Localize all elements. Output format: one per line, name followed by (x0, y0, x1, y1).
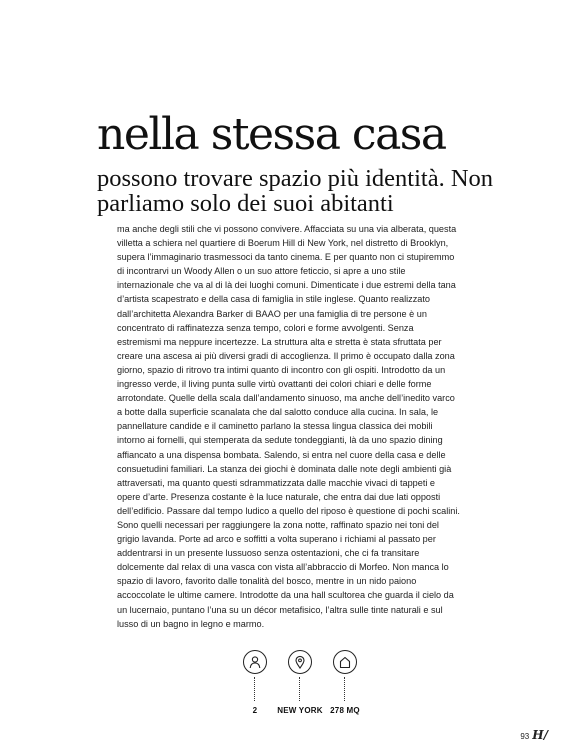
page-number: 93 (520, 732, 530, 741)
project-facts (225, 650, 385, 720)
stat-area (315, 650, 375, 720)
house-icon (333, 650, 357, 674)
subheadline: possono trovare spazio più identità. Non parliamo solo dei suoi abitanti (97, 165, 494, 217)
magazine-logo: H/ (532, 728, 548, 742)
body-text: ma anche degli stili che vi possono convivere. Affacciata su una via alberata, questa villetta a schiera nel quartiere di Boerum Hill di New York, nel distretto di Brooklyn, supera l’immaginario trasmessoci da tanto cinema. E per quanto non ci stupiremmo di incontrarvi un Woody Allen o un suo attore feticcio, si apre a uno stile internazionale che va al di là dei luoghi comuni. Dimenticate i due estremi della tana d’artista scapestrato e della casa di famiglia in stile inglese. Quanto realizzato dall’architetta Alexandra Barker di BAAO per una famiglia di tre persone è un concentrato di raffinatezza senza tempo, colori e forme avvolgenti. Senza estremismi ma neppure incertezze. La struttura alta e stretta è stata sfruttata per creare una ascesa ai più diversi gradi di accoglienza. Il primo è occupato dalla zona giorno, spazio di ritrovo tra intimi quanto di incontro con gli ospiti. Introdotto da un ingresso verde, il living punta sulle virtù ovattanti dei colori chiari e delle forme arrotondate. Quelle della scala dall’andamento sinuoso, ma anche dell’inedito varco a botte dalla superficie scanalata che dal salotto conduce alla cucina. In sala, le pannellature candide e il caminetto parlano la stessa lingua classica dei mobili intorno ai fornelli, qui stemperata da sedute tondeggianti, là da uno spazio dining affiancato a una dispensa bombata. Salendo, si entra nel cuore della casa e delle consuetudini familiari. La stanza dei giochi è dominata dalle note degli ambienti già attraversati, ma quanto questi sdrammatizzata dalle macchie vivaci di tappeti e opere d’arte. Presenza costante è la luce naturale, che entra dai due lati opposti dell’edificio. Passare dal tempo ludico a quello del riposo è questione di pochi scalini. Sono quelli necessari per raggiungere la zona notte, raffinato spazio nei toni del grigio lavanda. Porte ad arco e soffitti a volta superano i richiami al passato per addentrarsi in un presente lussuoso senza ostentazioni, che ci fa transitare dolcemente dal relax di una vasca con vista all’abbraccio di Morfeo. Non manca lo spazio di lavoro, favorito dalle tonalità del bosco, mentre in un nido paiono accoccolate le ultime camere. Introdotte da una hall scultorea che guarda il cielo da un lucernaio, puntano l’una su un décor metafisico, l’altra sulle tinte naturali e sul lusso di un bagno in legno e marmo. (117, 224, 460, 629)
dotted-connector (299, 677, 300, 701)
stat-value: 278 MQ (330, 706, 360, 715)
dotted-connector (344, 677, 345, 701)
dotted-connector (254, 677, 255, 701)
page-folio (520, 728, 548, 742)
stat-value: NEW YORK (277, 706, 323, 715)
headline: nella stessa casa (97, 109, 446, 160)
person-icon (243, 650, 267, 674)
stat-value: 2 (252, 706, 258, 715)
location-pin-icon (288, 650, 312, 674)
